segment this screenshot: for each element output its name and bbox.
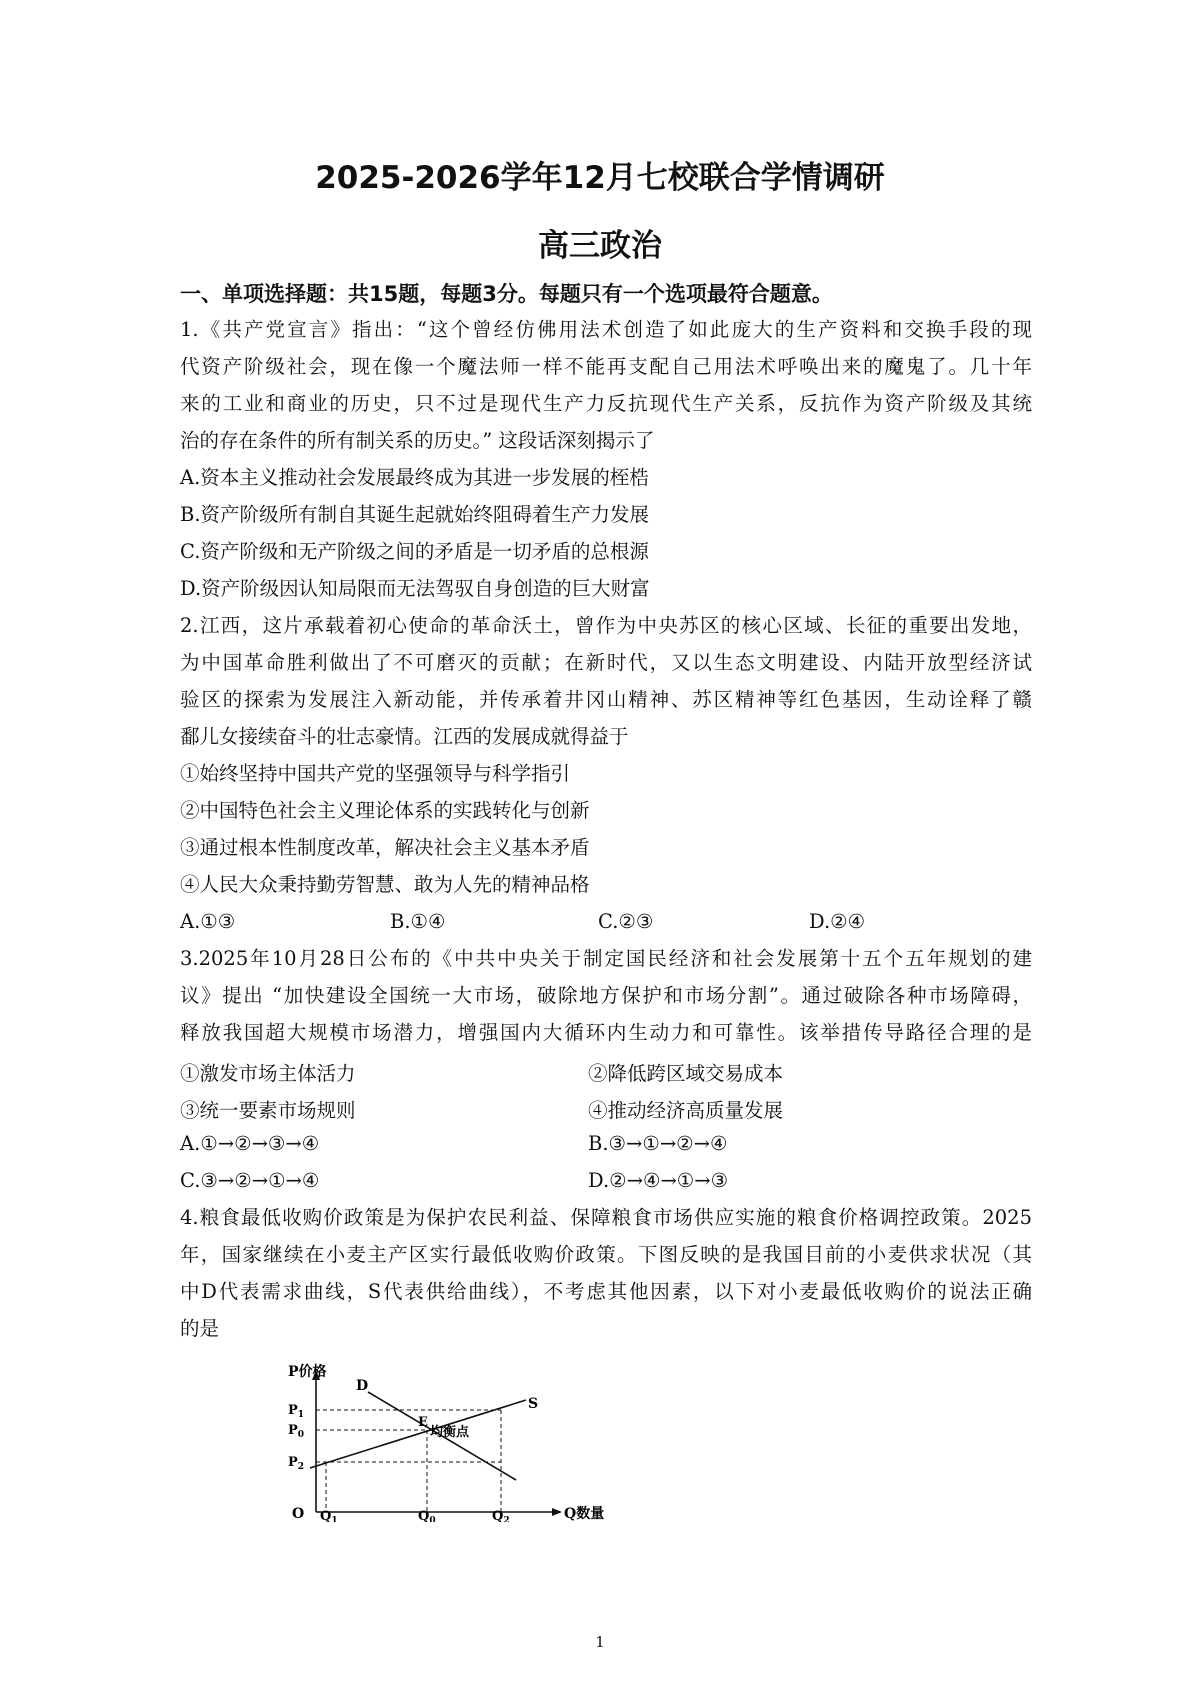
q3-option-a: A.①→②→③→④ — [180, 1132, 320, 1155]
q1-stem-line: 1.《共产党宣言》指出：“这个曾经仿佛用法术创造了如此庞大的生产资料和交换手段的现 — [180, 318, 1032, 341]
x-axis-label: Q数量 — [564, 1506, 605, 1522]
q3-item: ③统一要素市场规则 — [180, 1099, 356, 1122]
exam-subject: 高三政治 — [538, 228, 662, 264]
equilibrium-text: 均衡点 — [430, 1425, 470, 1440]
q2-item: ②中国特色社会主义理论体系的实践转化与创新 — [180, 799, 590, 822]
q2-option-a: A.①③ — [180, 910, 236, 933]
q1-stem-line: 代资产阶级社会，现在像一个魔法师一样不能再支配自己用法术呼唤出来的魔鬼了。几十年 — [180, 355, 1032, 378]
q0-label: $Q_0$ — [418, 1509, 436, 1522]
q4-stem-line: 中D代表需求曲线，S代表供给曲线），不考虑其他因素，以下对小麦最低收购价的说法正确 — [180, 1280, 1032, 1303]
section-heading: 一、单项选择题：共15题，每题3分。每题只有一个选项最符合题意。 — [180, 282, 833, 306]
q1-stem-line: 治的存在条件的所有制关系的历史。” 这段话深刻揭示了 — [180, 429, 655, 452]
demand-label: D — [356, 1378, 369, 1394]
p2-label: $P_2$ — [288, 1455, 305, 1472]
exam-title: 2025-2026学年12月七校联合学情调研 — [315, 160, 885, 196]
q3-item: ①激发市场主体活力 — [180, 1062, 356, 1085]
q2-item: ①始终坚持中国共产党的坚强领导与科学指引 — [180, 762, 571, 785]
q3-option-d: D.②→④→①→③ — [588, 1169, 729, 1192]
q3-item: ④推动经济高质量发展 — [588, 1099, 784, 1122]
q2-item: ④人民大众秉持勤劳智慧、敢为人先的精神品格 — [180, 873, 590, 896]
q4-stem-line: 4.粮食最低收购价政策是为保护农民利益、保障粮食市场供应实施的粮食价格调控政策。2025 — [180, 1206, 1032, 1229]
guide-lines — [316, 1410, 501, 1512]
page-number: 1 — [595, 1633, 605, 1651]
x-axis-arrow — [552, 1508, 562, 1516]
y-axis-label: P价格 — [288, 1364, 327, 1380]
q1-option-b: B.资产阶级所有制自其诞生起就始终阻碍着生产力发展 — [180, 503, 650, 526]
p1-label: $P_1$ — [288, 1403, 305, 1420]
q4-stem-line: 的是 — [180, 1317, 220, 1340]
q3-item: ②降低跨区域交易成本 — [588, 1062, 784, 1085]
q1-option-a: A.资本主义推动社会发展最终成为其进一步发展的桎梏 — [180, 466, 649, 489]
q2-stem-line: 2.江西，这片承载着初心使命的革命沃土，曾作为中央苏区的核心区域、长征的重要出发地， — [180, 614, 1032, 637]
q1-stem-line: 来的工业和商业的历史，只不过是现代生产力反抗现代生产关系，反抗作为资产阶级及其统 — [180, 392, 1032, 415]
q1-option-c: C.资产阶级和无产阶级之间的矛盾是一切矛盾的总根源 — [180, 540, 649, 563]
equilibrium-point-label: E — [418, 1415, 428, 1430]
q1-label: $Q_1$ — [320, 1509, 338, 1522]
p0-label: $P_0$ — [288, 1423, 305, 1440]
q2-option-d: D.②④ — [809, 910, 866, 933]
supply-label: S — [528, 1396, 539, 1412]
q2-option-b: B.①④ — [390, 910, 446, 933]
q2-stem-line: 为中国革命胜利做出了不可磨灭的贡献；在新时代，又以生态文明建设、内陆开放型经济试 — [180, 651, 1032, 674]
supply-demand-graph — [270, 1362, 670, 1522]
q3-stem-line: 3.2025年10月28日公布的《中共中央关于制定国民经济和社会发展第十五个五年规划的建 — [180, 947, 1032, 970]
q3-stem-line: 议》提出 “加快建设全国统一大市场，破除地方保护和市场分割”。通过破除各种市场障碍， — [180, 984, 1032, 1007]
q3-stem-line: 释放我国超大规模市场潜力，增强国内大循环内生动力和可靠性。该举措传导路径合理的是 — [180, 1021, 1032, 1044]
q2-item: ③通过根本性制度改革，解决社会主义基本矛盾 — [180, 836, 590, 859]
q4-stem-line: 年，国家继续在小麦主产区实行最低收购价政策。下图反映的是我国目前的小麦供求状况（其 — [180, 1243, 1032, 1266]
q1-option-d: D.资产阶级因认知局限而无法驾驭自身创造的巨大财富 — [180, 577, 650, 600]
q2-option-c: C.②③ — [598, 910, 654, 933]
q2-stem-line: 鄱儿女接续奋斗的壮志豪情。江西的发展成就得益于 — [180, 725, 629, 748]
q2-label: $Q_2$ — [492, 1509, 510, 1522]
q2-stem-line: 验区的探索为发展注入新动能，并传承着井冈山精神、苏区精神等红色基因，生动诠释了赣 — [180, 688, 1032, 711]
origin-label: O — [292, 1506, 305, 1522]
q3-option-c: C.③→②→①→④ — [180, 1169, 320, 1192]
q3-option-b: B.③→①→②→④ — [588, 1132, 728, 1155]
